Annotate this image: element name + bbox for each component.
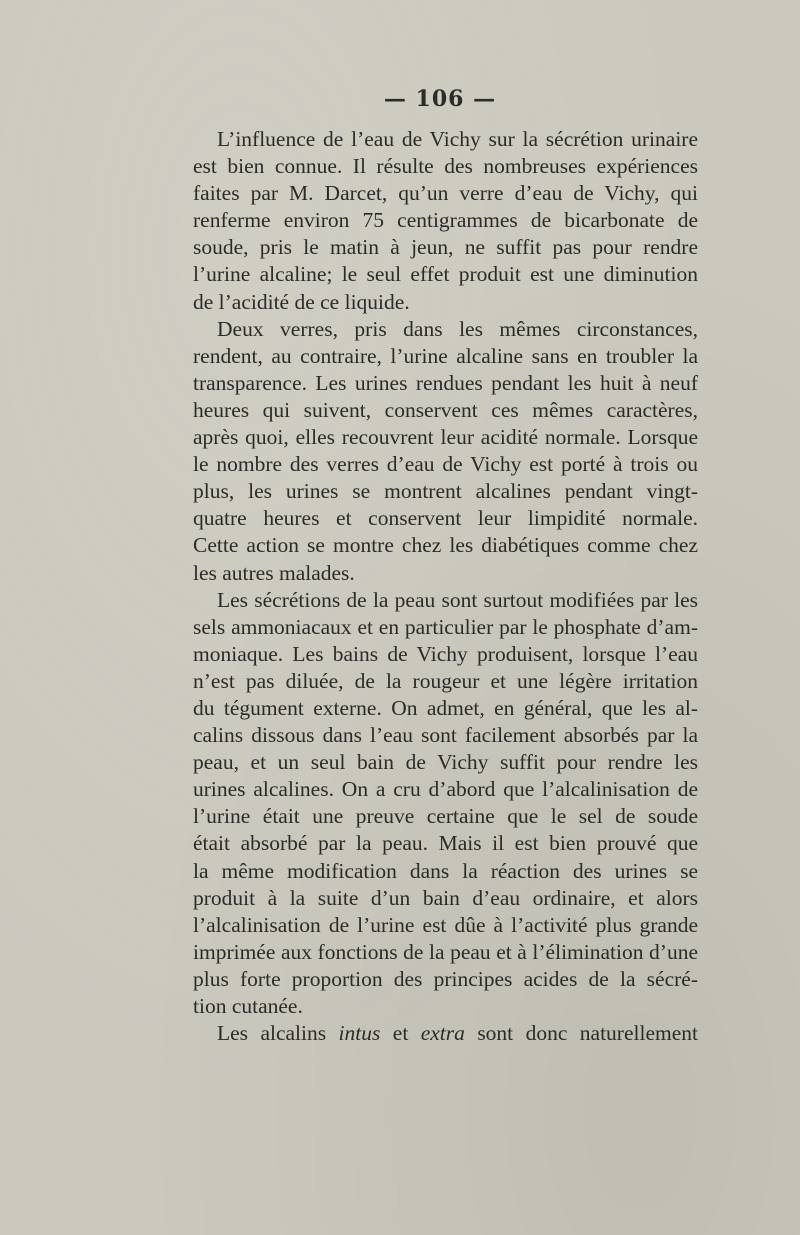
text-run: sont donc naturellement — [464, 1021, 698, 1046]
text-line: la même modification dans la réaction des urines se — [193, 858, 698, 883]
text-line: moniaque. Les bains de Vichy produisent, lorsque l’eau — [193, 641, 698, 666]
text-run: et — [380, 1021, 421, 1046]
text-line: de l’acidité de ce liquide. — [193, 289, 410, 314]
text-line: produit à la suite d’un bain d’eau ordinaire, et alors — [193, 885, 698, 910]
text-line: n’est pas diluée, de la rougeur et une légère irritation — [193, 668, 698, 693]
text-line: tion cutanée. — [193, 994, 303, 1018]
text-line: heures qui suivent, conservent ces mêmes caractères, — [193, 397, 698, 422]
text-line: quatre heures et conservent leur limpidité normale. — [193, 506, 698, 531]
text-line: du tégument externe. On admet, en général, que les al- — [193, 695, 698, 720]
text-line: était absorbé par la peau. Mais il est bien prouvé que — [193, 831, 698, 856]
text-line: l’urine alcaline; le seul effet produit est une diminution — [193, 262, 698, 287]
text-line: le nombre des verres d’eau de Vichy est porté à trois ou — [193, 452, 698, 477]
text-line — [193, 1020, 698, 1047]
text-line: urines alcalines. On a cru d’abord que l’alcalinisation de — [193, 777, 698, 802]
text-line: plus, les urines se montrent alcalines pendant vingt- — [193, 479, 698, 504]
text-line: renferme environ 75 centigrammes de bicarbonate de — [193, 208, 698, 233]
text-line: peau, et un seul bain de Vichy suffit pour rendre les — [193, 750, 698, 775]
text-line: L’influence de l’eau de Vichy sur la sécrétion urinaire — [217, 127, 698, 151]
text-line: plus forte proportion des principes acides de la sécré- — [193, 966, 698, 991]
text-line: Les sécrétions de la peau sont surtout modifiées par les — [217, 587, 698, 612]
text-line: imprimée aux fonctions de la peau et à l’élimination d’une — [193, 939, 698, 964]
text-line: Deux verres, pris dans les mêmes circonstances, — [217, 316, 698, 341]
text-line: les autres malades. — [193, 560, 355, 585]
page-number: — 106 — — [383, 86, 497, 112]
italic-term: extra — [420, 1021, 465, 1046]
text-line: l’alcalinisation de l’urine est dûe à l’activité plus grande — [193, 912, 698, 937]
text-line: l’urine était une preuve certaine que le sel de soude — [193, 804, 698, 829]
paragraph-1 — [193, 126, 698, 316]
paragraph-4 — [193, 1020, 698, 1047]
text-line: Cette action se montre chez les diabétiques comme chez — [193, 533, 698, 558]
text-line: calins dissous dans l’eau sont facilement absorbés par la — [193, 723, 698, 748]
text-line: est bien connue. Il résulte des nombreuses expériences — [193, 154, 698, 179]
italic-term: intus — [338, 1021, 381, 1046]
text-run: Les alcalins — [217, 1021, 339, 1046]
text-line: rendent, au contraire, l’urine alcaline sans en troubler la — [193, 343, 698, 368]
paragraph-2 — [193, 316, 698, 587]
body-text — [193, 126, 698, 1047]
text-line: transparence. Les urines rendues pendant les huit à neuf — [193, 370, 698, 395]
paragraph-3 — [193, 587, 698, 1021]
text-line: soude, pris le matin à jeun, ne suffit pas pour rendre — [193, 235, 698, 260]
text-line: faites par M. Darcet, qu’un verre d’eau de Vichy, qui — [193, 181, 698, 206]
text-line: après quoi, elles recouvrent leur acidité normale. Lorsque — [193, 425, 698, 450]
text-line: sels ammoniacaux et en particulier par le phosphate d’am- — [193, 614, 698, 639]
